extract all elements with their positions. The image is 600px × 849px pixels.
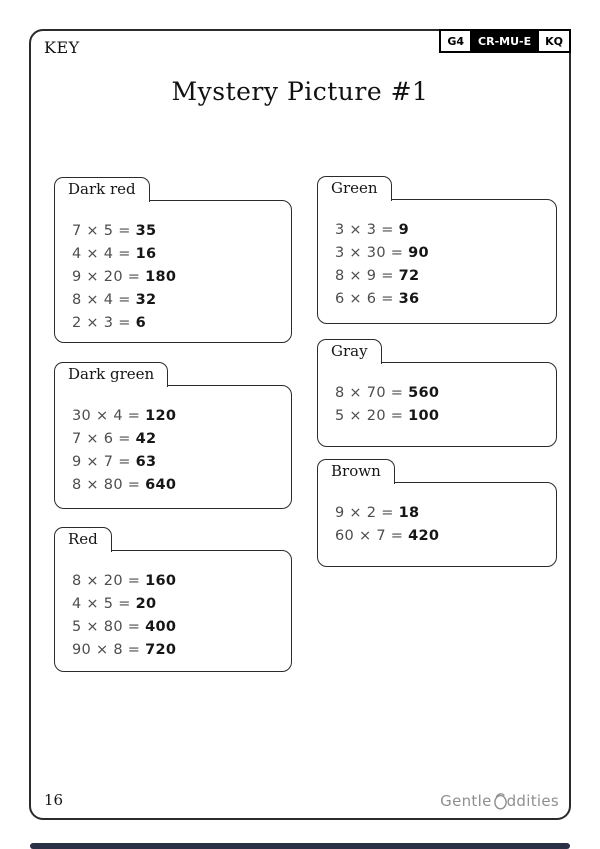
equation-expression: 7 × 5 =: [72, 223, 136, 239]
badge-topic-code: CR-MU-E: [470, 29, 539, 53]
equation-expression: 8 × 9 =: [335, 268, 399, 284]
key-box-gray: [317, 339, 557, 447]
equation-expression: 3 × 3 =: [335, 222, 399, 238]
key-box-tab: Gray: [317, 339, 382, 364]
equation-answer: 420: [408, 528, 440, 544]
equation-answer: 63: [135, 454, 157, 470]
brand-egg-o-icon: [493, 791, 508, 810]
equation-answer: 640: [145, 477, 177, 493]
badge-kq: KQ: [537, 29, 571, 53]
key-box-body: [317, 199, 557, 324]
equation-answer: 20: [135, 596, 157, 612]
badge-group: [441, 29, 571, 53]
equation-expression: 30 × 4 =: [72, 408, 146, 424]
equation-row: [72, 428, 283, 451]
equation-answer: 42: [135, 431, 157, 447]
equation-row: [335, 405, 548, 428]
equation-answer: 560: [408, 385, 440, 401]
equation-row: [72, 405, 283, 428]
equation-row: [335, 265, 548, 288]
equation-row: [72, 616, 283, 639]
equation-answer: 120: [145, 408, 177, 424]
key-box-dark-green: [54, 362, 292, 509]
equation-answer: 36: [398, 291, 420, 307]
equation-row: [72, 312, 283, 335]
bottom-edge-bar: [30, 843, 570, 849]
key-box-body: [54, 550, 292, 672]
key-box-red: [54, 527, 292, 672]
equation-answer: 35: [135, 223, 157, 239]
equation-answer: 6: [135, 315, 146, 331]
key-box-green: [317, 176, 557, 324]
page-number: 16: [44, 791, 64, 809]
equation-answer: 72: [398, 268, 420, 284]
equation-answer: 16: [135, 246, 157, 262]
equation-answer: 180: [145, 269, 177, 285]
equation-expression: 9 × 7 =: [72, 454, 136, 470]
page-title: Mystery Picture #1: [171, 77, 429, 106]
equation-expression: 5 × 80 =: [72, 619, 146, 635]
equation-answer: 720: [145, 642, 177, 658]
key-box-body: [54, 385, 292, 509]
equation-row: [72, 639, 283, 662]
equation-row: [72, 289, 283, 312]
equation-expression: 90 × 8 =: [72, 642, 146, 658]
key-box-tab: Dark green: [54, 362, 168, 387]
key-box-tab: Green: [317, 176, 392, 201]
brand-logo: [440, 791, 559, 810]
equation-answer: 160: [145, 573, 177, 589]
equation-row: [335, 502, 548, 525]
brand-text-suffix: ddities: [506, 791, 559, 810]
equation-answer: 18: [398, 505, 420, 521]
equation-row: [335, 288, 548, 311]
equation-expression: 3 × 30 =: [335, 245, 409, 261]
equation-expression: 4 × 4 =: [72, 246, 136, 262]
equation-row: [335, 242, 548, 265]
key-box-body: [317, 362, 557, 447]
key-box-brown: [317, 459, 557, 567]
equation-row: [72, 220, 283, 243]
equation-row: [335, 382, 548, 405]
key-box-body: [317, 482, 557, 567]
equation-expression: 8 × 20 =: [72, 573, 146, 589]
key-box-tab: Red: [54, 527, 112, 552]
worksheet-card: [29, 29, 571, 820]
key-box-body: [54, 200, 292, 343]
equation-expression: 60 × 7 =: [335, 528, 409, 544]
equation-answer: 100: [408, 408, 440, 424]
equation-row: [335, 219, 548, 242]
equation-expression: 4 × 5 =: [72, 596, 136, 612]
equation-expression: 9 × 2 =: [335, 505, 399, 521]
brand-text-prefix: Gentle: [440, 791, 492, 810]
equation-answer: 32: [135, 292, 157, 308]
equation-expression: 8 × 4 =: [72, 292, 136, 308]
equation-expression: 2 × 3 =: [72, 315, 136, 331]
equation-expression: 9 × 20 =: [72, 269, 146, 285]
equation-expression: 8 × 80 =: [72, 477, 146, 493]
equation-row: [72, 474, 283, 497]
equation-expression: 7 × 6 =: [72, 431, 136, 447]
equation-row: [72, 593, 283, 616]
equation-answer: 9: [398, 222, 409, 238]
equation-answer: 400: [145, 619, 177, 635]
key-label: KEY: [44, 38, 80, 57]
equation-row: [72, 570, 283, 593]
equation-expression: 6 × 6 =: [335, 291, 399, 307]
badge-grade: G4: [439, 29, 472, 53]
key-box-tab: Brown: [317, 459, 395, 484]
equation-expression: 5 × 20 =: [335, 408, 409, 424]
equation-row: [72, 451, 283, 474]
equation-row: [72, 266, 283, 289]
equation-answer: 90: [408, 245, 429, 261]
equation-row: [335, 525, 548, 548]
equation-expression: 8 × 70 =: [335, 385, 409, 401]
equation-row: [72, 243, 283, 266]
key-box-tab: Dark red: [54, 177, 150, 202]
key-box-dark-red: [54, 177, 292, 343]
